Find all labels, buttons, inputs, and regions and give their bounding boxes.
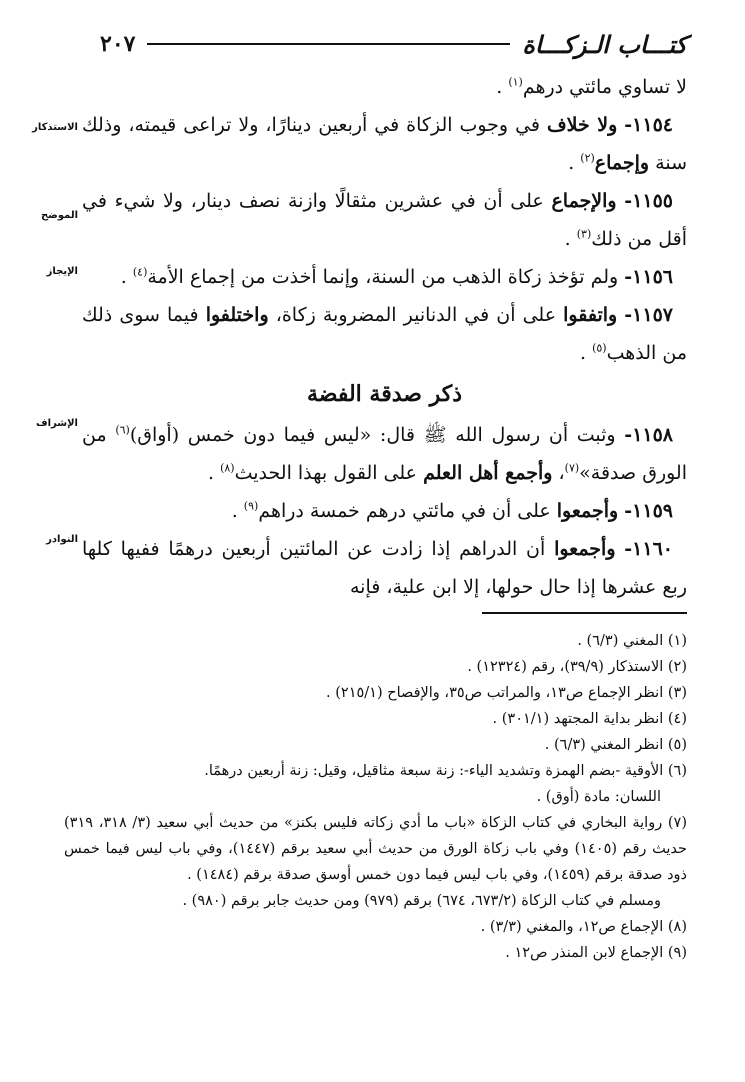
footnote-6-continued: اللسان: مادة (أوق) . — [536, 789, 661, 805]
footnote-ref: (٩) — [243, 499, 259, 513]
margin-note-ishraf: الإشراف — [36, 418, 78, 429]
paragraph-number: ١١٥٨- — [624, 424, 674, 446]
footnote-7: (٧) رواية البخاري في كتاب الزكاة «باب ما أدي زكاته فليس بكنز» من حديث أبي سعيد (٣/ ٣١٨، ٣١٩) حديث رقم (١٤٠٥) وفي باب زكاة الورق من حديث أبي سعيد برقم (١٤٤٧)، وفي باب ليس فيما خمس ذود صدقة برقم (١٤٥٩)، وفي باب ليس فيما دون خمس أوسق صدقة برقم (١٤٨٤) . — [64, 815, 687, 883]
footnote-5: (٥) انظر المغني (٦/٣) . — [544, 737, 687, 753]
paragraph-number: ١١٥٧- — [624, 304, 673, 326]
paragraph-number: ١١٥٩- — [624, 500, 673, 522]
paragraph-number: ١١٦٠- — [624, 538, 673, 560]
footnote-ref: (٤) — [132, 265, 148, 279]
footnote-1: (١) المغني (٦/٣) . — [577, 633, 687, 649]
paragraph-1155: ١١٥٥- والإجماع على أن في عشرين مثقالًا وازنة نصف دينار، ولا شيء في أقل من ذلك$^{(٣)}$ . — [82, 190, 687, 250]
footnote-6: (٦) الأوقية -بضم الهمزة وتشديد الياء-: زنة سبعة مثاقيل، وقيل: زنة أربعين درهمًا. — [204, 763, 687, 779]
footnote-2: (٢) الاستذكار (٣٩/٩)، رقم (١٢٣٢٤) . — [467, 659, 687, 675]
margin-note-nawadir: النوادر — [46, 534, 78, 545]
footnote-ref: (١) — [508, 75, 523, 89]
paragraph-1154: ١١٥٤- ولا خلاف في وجوب الزكاة في أربعين دينارًا، ولا تراعى قيمته، وذلك سنة وإجماع$^{(٢)}$ . — [82, 114, 687, 174]
page-header — [100, 26, 687, 62]
footnote-8: (٨) الإجماع ص١٢، والمغني (٣/٣) . — [480, 919, 687, 935]
footnote-7-continued: ومسلم في كتاب الزكاة (٦٧٣/٢، ٦٧٤) برقم (٩٧٩) ومن حديث جابر برقم (٩٨٠) . — [182, 893, 661, 909]
footnote-ref: (٧) — [564, 461, 580, 475]
paragraph-number: ١١٥٦- — [624, 266, 673, 288]
header-rule — [147, 43, 510, 45]
paragraph-1157: ١١٥٧- واتفقوا على أن في الدنانير المضروبة زكاة، واختلفوا فيما سوى ذلك من الذهب$^{(٥)}$ . — [82, 304, 687, 364]
paragraph-continuation: لا تساوي مائتي درهم$^{(١)}$ . — [496, 75, 687, 98]
footnote-ref: (٢) — [580, 151, 595, 165]
paragraph-number: ١١٥٥- — [624, 190, 674, 212]
main-text — [82, 68, 687, 606]
book-title: كتـــاب الـزكـــاة — [522, 29, 687, 59]
paragraph-number: ١١٥٤- — [624, 114, 673, 136]
footnote-3: (٣) انظر الإجماع ص١٣، والمراتب ص٣٥، والإفصاح (٢١٥/١) . — [326, 685, 687, 701]
footnote-ref: (٣) — [576, 227, 592, 241]
footnotes — [64, 628, 687, 966]
footnote-separator — [482, 612, 687, 614]
margin-note-mawdih: الموضح — [40, 210, 78, 221]
paragraph-1159: ١١٥٩- وأجمعوا على أن في مائتي درهم خمسة دراهم$^{(٩)}$ . — [231, 499, 673, 522]
footnote-9: (٩) الإجماع لابن المنذر ص١٢ . — [505, 945, 687, 961]
paragraph-1160: ١١٦٠- وأجمعوا أن الدراهم إذا زادت عن المائتين أربعين درهمًا ففيها كلها ربع عشرها إذا حال حولها، إلا ابن علية، فإنه — [82, 538, 687, 598]
section-heading: ذكر صدقة الفضة — [306, 381, 463, 407]
paragraph-1156: ١١٥٦- ولم تؤخذ زكاة الذهب من السنة، وإنما أخذت من إجماع الأمة$^{(٤)}$ . — [120, 265, 673, 288]
footnote-ref: (٥) — [592, 341, 607, 355]
footnote-ref: (٨) — [220, 461, 235, 475]
margin-note-ijaz: الإيجاز — [46, 266, 78, 277]
margin-note-istidhkar: الاستذكار — [32, 122, 78, 133]
page-number: ٢٠٧ — [100, 31, 136, 57]
footnote-4: (٤) انظر بداية المجتهد (٣٠١/١) . — [492, 711, 687, 727]
footnote-ref: (٦) — [115, 423, 130, 437]
paragraph-1158: ١١٥٨- وثبت أن رسول الله ﷺ قال: «ليس فيما دون خمس (أواق)$^{(٦)}$ من الورق صدقة»$^{(٧)}$، وأجمع أهل العلم على القول بهذا الحديث$^{(٨)}$ . — [82, 423, 687, 484]
